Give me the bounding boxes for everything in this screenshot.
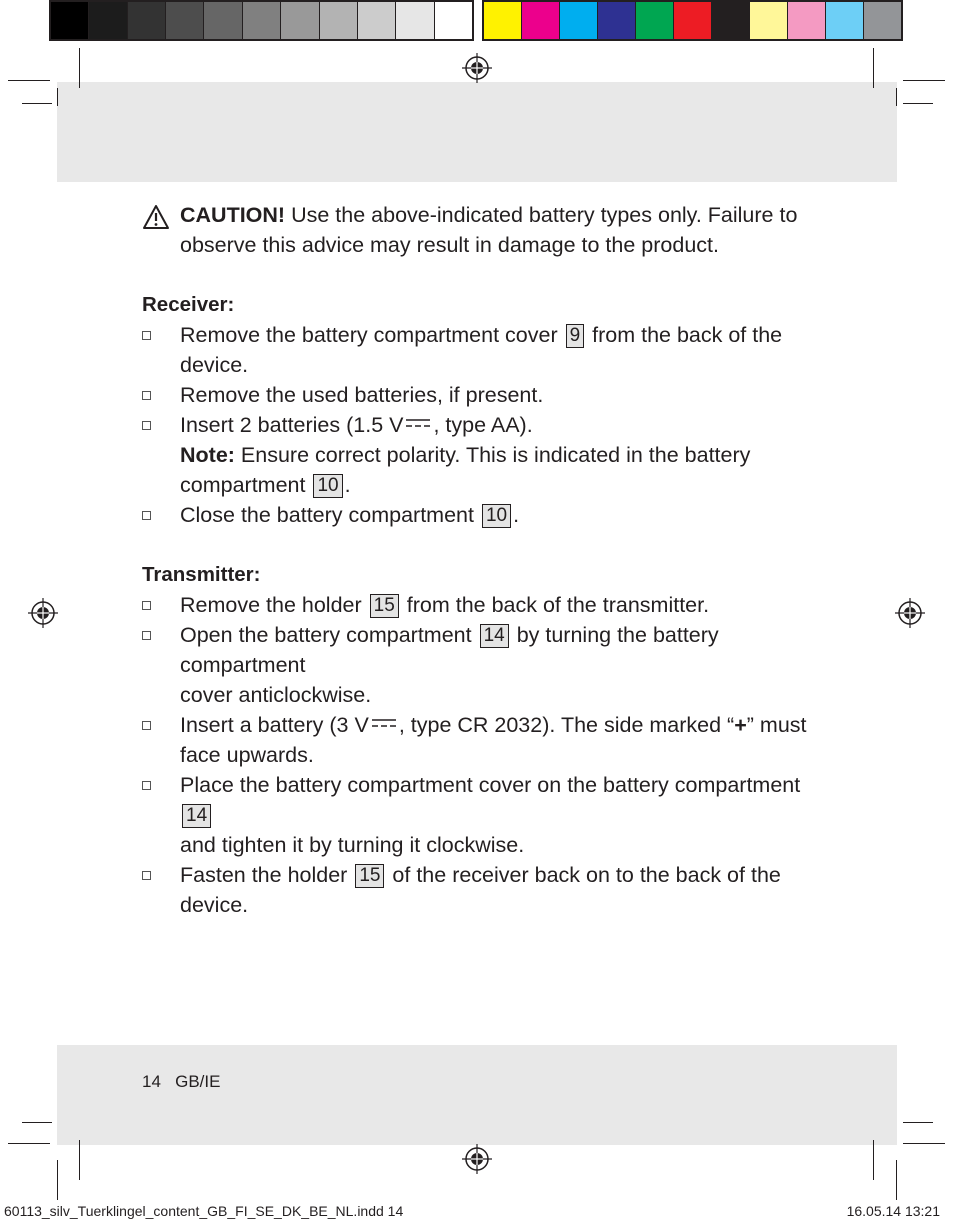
registration-mark-icon — [462, 1144, 492, 1174]
list-item — [142, 710, 822, 770]
plus-sign: + — [734, 713, 747, 737]
footer-band — [57, 1045, 897, 1145]
checkbox-bullet-icon — [142, 601, 151, 610]
color-swatch — [712, 2, 750, 39]
checkbox-bullet-icon — [142, 721, 151, 730]
crop-mark — [57, 88, 58, 106]
note-text: Ensure correct polarity. This is indicated in the battery — [234, 443, 751, 467]
color-swatch — [788, 2, 826, 39]
step-text: by turning the battery compartment — [180, 623, 719, 677]
checkbox-bullet-icon — [142, 331, 151, 340]
list-item — [142, 500, 822, 530]
part-reference: 14 — [480, 624, 509, 648]
color-calibration-bar — [482, 0, 903, 41]
crop-mark — [79, 48, 80, 88]
registration-mark-icon — [462, 53, 492, 83]
color-swatch — [864, 2, 901, 39]
crop-mark — [22, 103, 52, 104]
list-item — [142, 590, 822, 620]
page-number — [142, 1072, 220, 1092]
step-text: Remove the battery compartment cover — [180, 323, 564, 347]
caution-paragraph — [142, 200, 822, 260]
color-swatch — [396, 2, 434, 39]
receiver-heading: Receiver: — [142, 293, 235, 316]
caution-label: CAUTION! — [180, 203, 286, 227]
color-swatch — [522, 2, 560, 39]
color-swatch — [358, 2, 396, 39]
step-text: . — [513, 503, 520, 527]
receiver-steps — [142, 320, 822, 530]
crop-mark — [8, 1143, 50, 1144]
step-text: device. — [180, 353, 249, 377]
color-swatch — [281, 2, 319, 39]
step-text: and tighten it by turning it clockwise. — [180, 833, 525, 857]
crop-mark — [873, 1140, 874, 1180]
crop-mark — [903, 1122, 933, 1123]
warning-triangle-icon — [142, 204, 170, 230]
list-item — [142, 380, 822, 410]
color-swatch — [826, 2, 864, 39]
transmitter-heading: Transmitter: — [142, 563, 261, 586]
crop-mark — [896, 88, 897, 106]
note-label: Note: — [180, 443, 235, 467]
checkbox-bullet-icon — [142, 871, 151, 880]
slug-timestamp: 16.05.14 13:21 — [846, 1203, 940, 1219]
step-text: Remove the used batteries, if present. — [180, 383, 544, 407]
direct-current-symbol-icon — [405, 417, 431, 429]
checkbox-bullet-icon — [142, 631, 151, 640]
step-text: Fasten the holder — [180, 863, 354, 887]
crop-mark — [903, 80, 945, 81]
transmitter-steps — [142, 590, 822, 920]
step-text: cover anticlockwise. — [180, 683, 372, 707]
checkbox-bullet-icon — [142, 391, 151, 400]
color-swatch — [320, 2, 358, 39]
slug-filename: 60113_silv_Tuerklingel_content_GB_FI_SE_DK_BE_NL.indd 14 — [4, 1203, 404, 1219]
step-text: Open the battery compartment — [180, 623, 478, 647]
step-text: of the receiver back on to the back of the device. — [180, 863, 781, 917]
step-text: from the back of the — [586, 323, 783, 347]
color-swatch — [636, 2, 674, 39]
part-reference: 10 — [313, 474, 342, 498]
grayscale-calibration-bar — [49, 0, 474, 41]
checkbox-bullet-icon — [142, 511, 151, 520]
color-swatch — [750, 2, 788, 39]
caution-text: observe this advice may result in damage to the product. — [180, 233, 719, 257]
crop-mark — [22, 1122, 52, 1123]
step-text: Insert a battery (3 V — [180, 713, 369, 737]
step-text: Insert 2 batteries (1.5 V — [180, 413, 404, 437]
step-text: Close the battery compartment — [180, 503, 480, 527]
language-code: GB/IE — [175, 1072, 221, 1091]
color-swatch — [674, 2, 712, 39]
color-swatch — [598, 2, 636, 39]
note-text: compartment — [180, 473, 312, 497]
crop-mark — [903, 103, 933, 104]
step-text: Remove the holder — [180, 593, 368, 617]
step-text: Place the battery compartment cover on the battery compartment — [180, 773, 801, 797]
color-swatch — [89, 2, 127, 39]
color-swatch — [435, 2, 472, 39]
color-swatch — [166, 2, 204, 39]
checkbox-bullet-icon — [142, 421, 151, 430]
part-reference: 14 — [182, 804, 211, 828]
step-text: from the back of the transmitter. — [400, 593, 710, 617]
crop-mark — [79, 1140, 80, 1180]
color-swatch — [204, 2, 242, 39]
list-item — [142, 860, 822, 920]
color-swatch — [560, 2, 598, 39]
registration-mark-icon — [28, 598, 58, 628]
part-reference: 10 — [482, 504, 511, 528]
crop-mark — [8, 80, 50, 81]
crop-mark — [896, 1160, 897, 1200]
step-text: face upwards. — [180, 743, 314, 767]
step-text: , type CR 2032). The side marked “ — [398, 713, 735, 737]
list-item — [142, 620, 822, 710]
part-reference: 15 — [355, 864, 384, 888]
list-item — [142, 320, 822, 380]
crop-mark — [873, 48, 874, 88]
list-item — [142, 410, 822, 500]
checkbox-bullet-icon — [142, 781, 151, 790]
header-band — [57, 82, 897, 182]
color-swatch — [484, 2, 522, 39]
color-swatch — [51, 2, 89, 39]
page-number-value: 14 — [142, 1072, 161, 1091]
caution-text: Use the above-indicated battery types only. Failure to — [285, 203, 798, 227]
direct-current-symbol-icon — [371, 717, 397, 729]
registration-mark-icon — [895, 598, 925, 628]
color-swatch — [128, 2, 166, 39]
crop-mark — [57, 1160, 58, 1200]
part-reference: 15 — [370, 594, 399, 618]
step-text: ” must — [746, 713, 807, 737]
color-swatch — [243, 2, 281, 39]
crop-mark — [903, 1143, 945, 1144]
note-text: . — [344, 473, 351, 497]
step-text: , type AA). — [433, 413, 533, 437]
part-reference: 9 — [566, 324, 585, 348]
manual-content — [142, 200, 822, 920]
list-item — [142, 770, 822, 860]
